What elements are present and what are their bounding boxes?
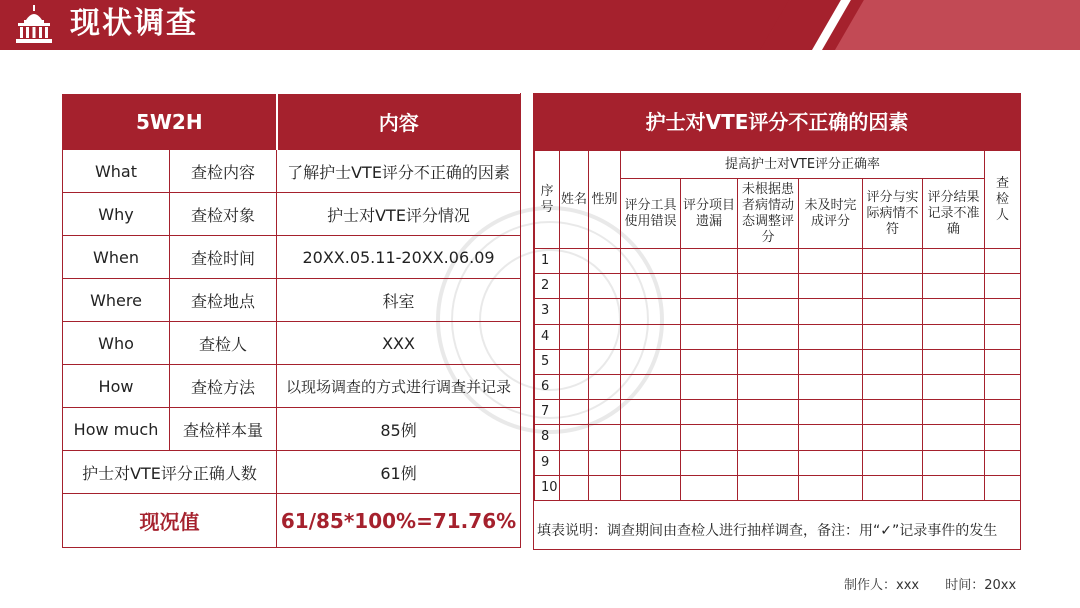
checklist-cell [799, 475, 863, 500]
checklist-cell [681, 400, 738, 425]
checklist-cell [863, 299, 923, 324]
checklist-cell [621, 450, 681, 475]
row-number: 5 [535, 349, 560, 374]
checklist-cell [560, 249, 589, 274]
row-content: 以现场调查的方式进行调查并记录 [277, 365, 521, 408]
checklist-row [535, 274, 1021, 299]
row-question: When [63, 236, 170, 279]
capitol-building-icon [14, 4, 54, 46]
checklist-cell [589, 450, 621, 475]
footer [844, 574, 1038, 593]
row-content: 了解护士VTE评分不正确的因素 [277, 150, 521, 193]
checklist-cell [985, 249, 1021, 274]
checklist-cell [589, 324, 621, 349]
checklist-cell [923, 324, 985, 349]
checklist-cell [799, 299, 863, 324]
col-checker: 查检人 [985, 151, 1021, 249]
checklist-cell [799, 374, 863, 399]
checklist-cell [985, 475, 1021, 500]
checklist-cell [681, 349, 738, 374]
checklist-cell [560, 274, 589, 299]
checklist-cell [589, 349, 621, 374]
checklist-cell [560, 425, 589, 450]
checklist-cell [621, 324, 681, 349]
checklist-cell [589, 249, 621, 274]
checklist-cell [560, 374, 589, 399]
row-item: 查检时间 [170, 236, 277, 279]
checklist-cell [589, 274, 621, 299]
checklist-cell [863, 249, 923, 274]
row-question: Who [63, 322, 170, 365]
correct-count-value: 61例 [277, 451, 521, 494]
col-header-content: 内容 [277, 94, 521, 150]
checklist-cell [589, 425, 621, 450]
row-item: 查检方法 [170, 365, 277, 408]
checklist-cell [738, 274, 799, 299]
checklist-cell [923, 450, 985, 475]
fill-instructions: 填表说明：调查期间由查检人进行抽样调查，备注：用“✓”记录事件的发生 [537, 523, 998, 539]
table-row [63, 150, 521, 193]
checklist-cell [681, 450, 738, 475]
checklist-row [535, 299, 1021, 324]
row-question: Why [63, 193, 170, 236]
table-row [63, 322, 521, 365]
checklist-cell [681, 274, 738, 299]
col-seq: 序号 [535, 151, 560, 249]
checklist-cell [799, 400, 863, 425]
checklist-cell [985, 324, 1021, 349]
table-row [63, 451, 521, 494]
row-item: 查检样本量 [170, 408, 277, 451]
col-header-5w2h: 5W2H [63, 94, 277, 150]
checklist-cell [621, 425, 681, 450]
row-content: XXX [277, 322, 521, 365]
checklist-cell [681, 374, 738, 399]
factor-header: 评分工具使用错误 [621, 179, 681, 249]
footer-maker: 制作人：xxx [844, 578, 920, 593]
col-name: 姓名 [560, 151, 589, 249]
checklist-cell [738, 475, 799, 500]
checklist-cell [863, 374, 923, 399]
checklist-row [535, 450, 1021, 475]
checklist-cell [799, 450, 863, 475]
checklist-cell [621, 274, 681, 299]
row-content: 85例 [277, 408, 521, 451]
factor-group-header: 提高护士对VTE评分正确率 [621, 151, 985, 179]
checklist-table [534, 150, 1021, 501]
table-row [63, 279, 521, 322]
row-item: 查检人 [170, 322, 277, 365]
checklist-cell [560, 450, 589, 475]
row-question: How [63, 365, 170, 408]
row-content: 护士对VTE评分情况 [277, 193, 521, 236]
checklist-cell [923, 475, 985, 500]
checklist-cell [799, 249, 863, 274]
checklist-cell [799, 349, 863, 374]
factor-header: 未及时完成评分 [799, 179, 863, 249]
checklist-cell [863, 450, 923, 475]
checklist-cell [738, 374, 799, 399]
checklist-cell [923, 274, 985, 299]
row-number: 4 [535, 324, 560, 349]
checklist-cell [681, 425, 738, 450]
factor-header: 评分与实际病情不符 [863, 179, 923, 249]
5w2h-table [62, 93, 521, 548]
checklist-cell [799, 324, 863, 349]
factor-header: 未根据患者病情动态调整评分 [738, 179, 799, 249]
checklist-cell [589, 299, 621, 324]
checklist-cell [863, 425, 923, 450]
checklist-cell [985, 299, 1021, 324]
correct-count-label: 护士对VTE评分正确人数 [63, 451, 277, 494]
checklist-cell [560, 324, 589, 349]
checklist-cell [621, 349, 681, 374]
row-number: 8 [535, 425, 560, 450]
row-question: Where [63, 279, 170, 322]
row-number: 2 [535, 274, 560, 299]
row-item: 查检地点 [170, 279, 277, 322]
checklist-cell [621, 374, 681, 399]
checklist-cell [560, 299, 589, 324]
checklist-cell [985, 349, 1021, 374]
table-row [63, 365, 521, 408]
checklist-cell [621, 299, 681, 324]
checklist-cell [621, 249, 681, 274]
checklist-cell [738, 349, 799, 374]
factor-header: 评分结果记录不准确 [923, 179, 985, 249]
checklist-cell [738, 425, 799, 450]
checklist-cell [681, 324, 738, 349]
checklist-cell [985, 374, 1021, 399]
factor-checklist [533, 93, 1021, 550]
row-number: 10 [535, 475, 560, 500]
table-row [63, 236, 521, 279]
status-value: 61/85*100%=71.76% [277, 494, 521, 548]
checklist-cell [560, 349, 589, 374]
row-number: 6 [535, 374, 560, 399]
row-item: 查检对象 [170, 193, 277, 236]
table-row [63, 494, 521, 548]
checklist-cell [863, 324, 923, 349]
checklist-cell [985, 450, 1021, 475]
checklist-cell [863, 349, 923, 374]
checklist-cell [923, 349, 985, 374]
checklist-cell [738, 324, 799, 349]
checklist-cell [985, 400, 1021, 425]
checklist-cell [863, 400, 923, 425]
checklist-cell [738, 299, 799, 324]
checklist-row [535, 374, 1021, 399]
checklist-cell [923, 374, 985, 399]
checklist-cell [681, 475, 738, 500]
checklist-cell [799, 425, 863, 450]
checklist-cell [621, 400, 681, 425]
checklist-cell [738, 400, 799, 425]
table-row [63, 408, 521, 451]
checklist-row [535, 425, 1021, 450]
checklist-cell [621, 475, 681, 500]
table-row [63, 193, 521, 236]
row-number: 1 [535, 249, 560, 274]
checklist-cell [738, 450, 799, 475]
checklist-cell [923, 249, 985, 274]
checklist-title: 护士对VTE评分不正确的因素 [534, 94, 1020, 150]
checklist-cell [923, 425, 985, 450]
checklist-cell [985, 425, 1021, 450]
checklist-cell [738, 249, 799, 274]
checklist-row [535, 400, 1021, 425]
row-content: 科室 [277, 279, 521, 322]
checklist-row [535, 249, 1021, 274]
status-label: 现况值 [63, 494, 277, 548]
checklist-cell [863, 274, 923, 299]
row-question: What [63, 150, 170, 193]
checklist-cell [589, 374, 621, 399]
checklist-cell [560, 400, 589, 425]
checklist-cell [681, 299, 738, 324]
checklist-cell [923, 400, 985, 425]
page-title: 现状调查 [70, 6, 198, 41]
checklist-cell [681, 249, 738, 274]
col-gender: 性别 [589, 151, 621, 249]
row-content: 20XX.05.11-20XX.06.09 [277, 236, 521, 279]
footer-time: 时间：20xx [945, 578, 1017, 593]
checklist-row [535, 349, 1021, 374]
row-number: 3 [535, 299, 560, 324]
checklist-cell [589, 475, 621, 500]
checklist-cell [560, 475, 589, 500]
row-item: 查检内容 [170, 150, 277, 193]
factor-header: 评分项目遗漏 [681, 179, 738, 249]
checklist-cell [589, 400, 621, 425]
checklist-cell [799, 274, 863, 299]
checklist-cell [863, 475, 923, 500]
checklist-cell [985, 274, 1021, 299]
row-number: 7 [535, 400, 560, 425]
checklist-cell [923, 299, 985, 324]
row-number: 9 [535, 450, 560, 475]
row-question: How much [63, 408, 170, 451]
checklist-row [535, 475, 1021, 500]
checklist-row [535, 324, 1021, 349]
